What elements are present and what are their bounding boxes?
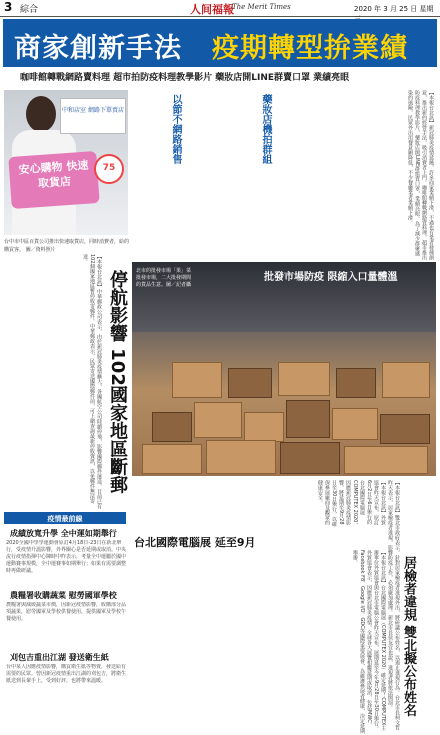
- computex-headline: 台北國際電腦展 延至9月: [134, 536, 256, 549]
- page-number: 3: [4, 0, 13, 14]
- issue-date: 2020 年 3 月 25 日 星期: [354, 5, 434, 13]
- store-sign-text: 中和店室 網路下單賣店: [62, 107, 124, 114]
- sidebar-title: 疫情最前線: [47, 515, 83, 523]
- produce-box: [228, 368, 272, 398]
- produce-box: [244, 412, 284, 442]
- sidebar-item-body: 台中某人因應疫情影響，購買衛生紙等物資，發送給有需要的民眾。曾因新冠疫情重出江湖的刈包吉，將衛生紙送到長輩手上，受到好評。也將帶來溫暖。: [6, 664, 126, 684]
- produce-box: [380, 414, 430, 444]
- sub-headline: 咖啡館轉戰網路賣料理 超市拍防疫料理教學影片 藥妝店開LINE群賣口罩 業績亮眼: [20, 73, 350, 83]
- article-body-mid: 【本報台北訊】外貿協會昨天宣布，原訂6月2日至6日舉行的台北國際電腦展COMPUTEX 2020，因應新冠肺炎疫情影響，將延期至9月28日至30日舉行，以確保參展廠商及觀眾的健康安全。: [317, 480, 386, 528]
- store-sign: [60, 98, 126, 134]
- photo1-caption: 台中市中區百貨公司推出快速取貨店，同時消費者，給的購買客。 圖／資料照片: [4, 239, 130, 253]
- sub-headline-pharmacy: 藥妝店機拍群組: [260, 94, 271, 164]
- produce-box: [194, 402, 242, 438]
- article-body-quarantine: 【本報台北訊】雙北市政府表示，針對居家檢疫者違規外出，將研議公布姓名，以遏止違規行為。台北市長柯文哲昨天表示，居家檢疫者違規，影響防疫工作，必須嚴加處理。新北市長侯友宜也說，違規者將依法開罰。: [387, 480, 400, 730]
- main-headline-part-a: 商家創新手法: [14, 33, 182, 64]
- sidebar-item-body: 2020全國中學學運動會原訂4月18日-23日在新北舉行，受疫情升溫影響，外界關心是否延期或取消。中央流行疫情指揮中心陳時中昨表示，考量全中運屬於國中運動賽事規模，全中運賽事如期舉行；如果有需要調整時再做研議。: [6, 540, 126, 574]
- produce-box: [278, 362, 330, 396]
- wholesale-market-photo: [132, 262, 436, 476]
- quarantine-headline: 居檢者違規 雙北擬公布姓名: [401, 556, 416, 717]
- sidebar-item-headline: 農糧署收購蔬菜 慰勞國軍學校: [10, 591, 117, 600]
- section-label: 綜合: [20, 5, 39, 15]
- produce-box: [286, 400, 330, 438]
- main-headline-part-b: 疫期轉型拚業績: [212, 33, 408, 64]
- produce-box: [172, 362, 222, 398]
- discount-circle-badge: [94, 154, 124, 184]
- sidebar-item-headline: 刈包吉重出江湖 發送衛生紙: [10, 653, 109, 662]
- produce-box: [152, 412, 192, 442]
- newspaper-logo: 人间福報: [190, 3, 234, 16]
- photo2-headline: 批發市場防疫 限縮入口量體溫: [264, 272, 398, 283]
- postal-headline: 停航影響 102國家地區斷郵: [107, 270, 128, 494]
- produce-box: [142, 444, 202, 474]
- produce-box: [332, 408, 378, 440]
- article-body-top: 【本報台北訊】新冠肺炎疫情延燒，許多商家業績下滑，不過也有業者發揮創意，推出新的經營手法，吸引消費者上門。咖啡館轉戰網路賣料理，超市推出防疫料理教學影片，藥妝店開LINE群組賣口罩，業績亮眼。為了減少群聚感染的風險，民眾外出用餐意願降低，不少餐廳業者業績下滑。: [407, 90, 434, 260]
- newspaper-logo-english: The Merit Times: [232, 3, 291, 11]
- article-body-computex: 【本報台北訊】台北國際電腦展（COMPUTEX 2020）確定延期！COMPUTEX主辦單位外貿協會與台北市電腦公會昨天宣布，展期延至今年9月28日至30日舉行。外貿協會表示，因應新冠肺炎疫情，全球各大展覽相繼延期或取消，包括MWC、Facebook F8、Google I/O、GDC等國際重要展會，為維護參展者健康，決定延期舉辦。: [352, 550, 386, 734]
- produce-box: [206, 440, 276, 474]
- produce-box: [382, 362, 430, 398]
- produce-box: [336, 368, 376, 398]
- pink-sign-text: 安心購物 快速取貨店: [18, 158, 89, 191]
- article-body-postal: 【本報台北訊】中華郵政公司表示，由於新冠肺炎疫情擴大，各國航空公司陸續停飛，影響國際郵件運送，目前已有102個國家地區暫停收寄郵件。中華郵政表示，民眾寄送國際郵件前，可上網查詢最新停收資訊，以免郵件無法寄達。: [82, 254, 102, 509]
- store-clerk-photo: [4, 90, 128, 235]
- sub-headline-online: 以節不網路銷售: [170, 94, 181, 164]
- photo2-caption: 北市的批發市場「果」菜批發市場，二大批發期間的貨品生意。圖／記者攝: [136, 268, 192, 288]
- sidebar-item-body: 農糧署與減緩蔬菜市價，因新冠疫情影響，收購部分品項蔬果，慰勞國軍及學校供餐使用，提供國軍及學校午餐使用。: [6, 602, 126, 622]
- produce-box: [344, 446, 428, 474]
- produce-box: [280, 442, 340, 474]
- sidebar-item-headline: 成績放寬升學 全中運如期舉行: [10, 529, 117, 538]
- discount-circle-text: 75: [102, 163, 116, 173]
- person-head-shape: [26, 96, 56, 132]
